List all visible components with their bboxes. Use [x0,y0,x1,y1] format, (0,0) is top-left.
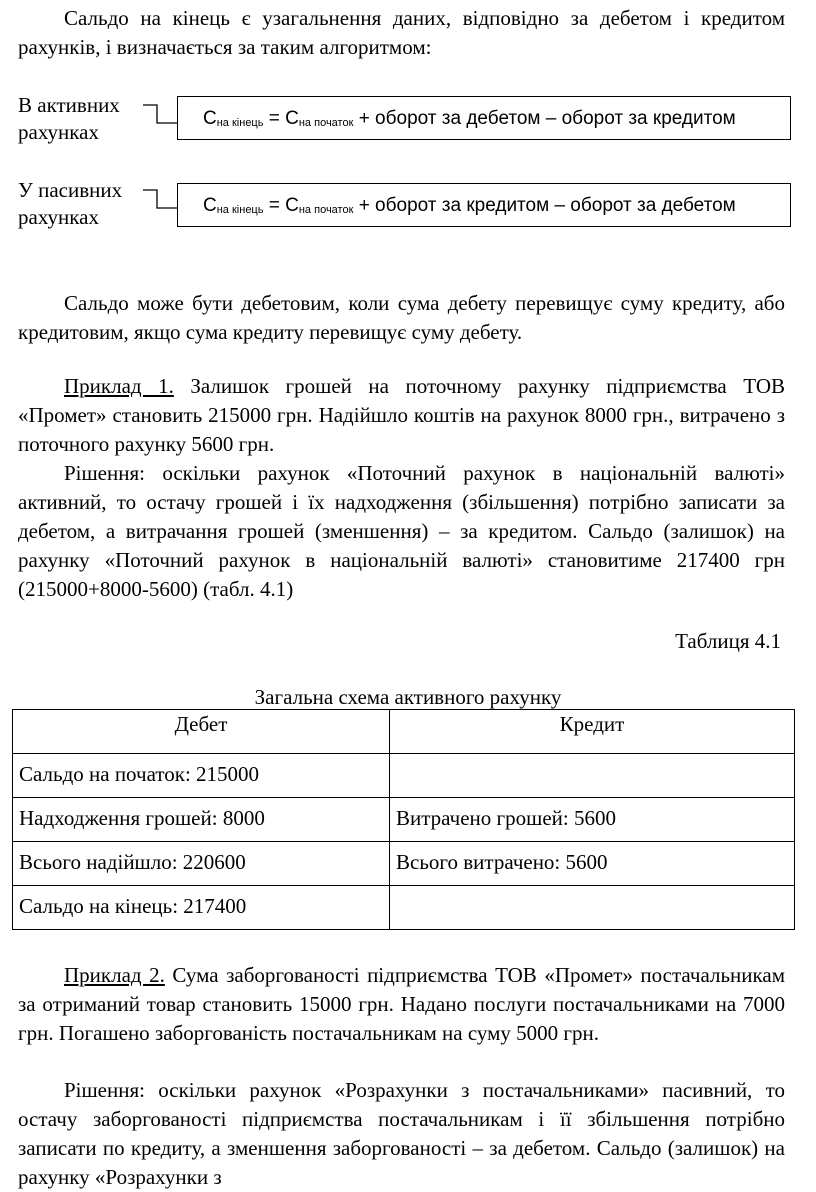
example1-solution-paragraph: Рішення: оскільки рахунок «Поточний рахунок в національній валюті» активний, то остачу грошей і їх надходження (збільшення) потрібно записати за дебетом, а витрачання грошей (зменшення) – за кредитом. Сальдо (залишок) на рахунку «Поточний рахунок в національній валюті» становитиме 217400 грн (215000+8000-5600) (табл. 4.1) [18,461,785,601]
example2-text: Сума заборгованості підприємства ТОВ «Промет» постачальникам за отриманий товар становить 15000 грн. Надано послуги постачальниками на 7000 грн. Погашено заборгованість постачальникам на суму 5000 грн. [18,963,785,1045]
table-row [13,754,795,798]
credit-header: Кредит [390,710,795,754]
example1-text: Залишок грошей на поточному рахунку підприємства ТОВ «Промет» становить 215000 грн. Надійшло коштів на рахунок 8000 грн., витрачено з поточного рахунку 5600 грн. [18,374,785,456]
passive-connector [143,190,177,208]
table-cell: Сальдо на початок: 215000 [13,754,390,798]
active-connector [143,105,177,123]
table-row [13,842,795,886]
example1-paragraph [18,372,785,459]
table-number: Таблиця 4.1 [675,629,781,653]
passive-accounts-label: У пасивних рахунках [18,178,123,229]
table-header-row [13,710,795,754]
table-cell: Всього витрачено: 5600 [390,842,795,886]
example2-solution-paragraph: Рішення: оскільки рахунок «Розрахунки з постачальниками» пасивний, то остачу заборгованості підприємства постачальникам і її збільшення потрібно записати по кредиту, а зменшення заборгованості – за дебетом. Сальдо (залишок) на рахунку «Розрахунки з [18,1078,785,1189]
balance-note-paragraph: Сальдо може бути дебетовим, коли сума дебету перевищує суму кредиту, або кредитовим, якщо сума кредиту перевищує суму дебету. [18,291,785,344]
table-cell: Надходження грошей: 8000 [13,798,390,842]
active-accounts-label: В активних рахунках [18,93,120,144]
table-row [13,886,795,930]
active-account-table [12,709,795,930]
active-accounts-formula: $С_{на кінець} = С_{на початок}$ + оборот за дебетом – оборот за кредитом [177,96,791,140]
passive-accounts-formula: $С_{на кінець} = С_{на початок}$ + оборот за кредитом – оборот за дебетом [177,183,791,227]
table-cell: Всього надійшло: 220600 [13,842,390,886]
table-cell: Витрачено грошей: 5600 [390,798,795,842]
example2-title: Приклад 2. [64,963,165,987]
table-cell [390,754,795,798]
intro-paragraph: Сальдо на кінець є узагальнення даних, відповідно за дебетом і кредитом рахунків, і визначається за таким алгоритмом: [18,6,785,59]
table-cell: Сальдо на кінець: 217400 [13,886,390,930]
debit-header: Дебет [13,710,390,754]
table-row [13,798,795,842]
table-cell [390,886,795,930]
example1-title: Приклад 1. [64,374,174,398]
table-caption: Загальна схема активного рахунку [254,685,562,709]
example2-paragraph [18,961,785,1048]
